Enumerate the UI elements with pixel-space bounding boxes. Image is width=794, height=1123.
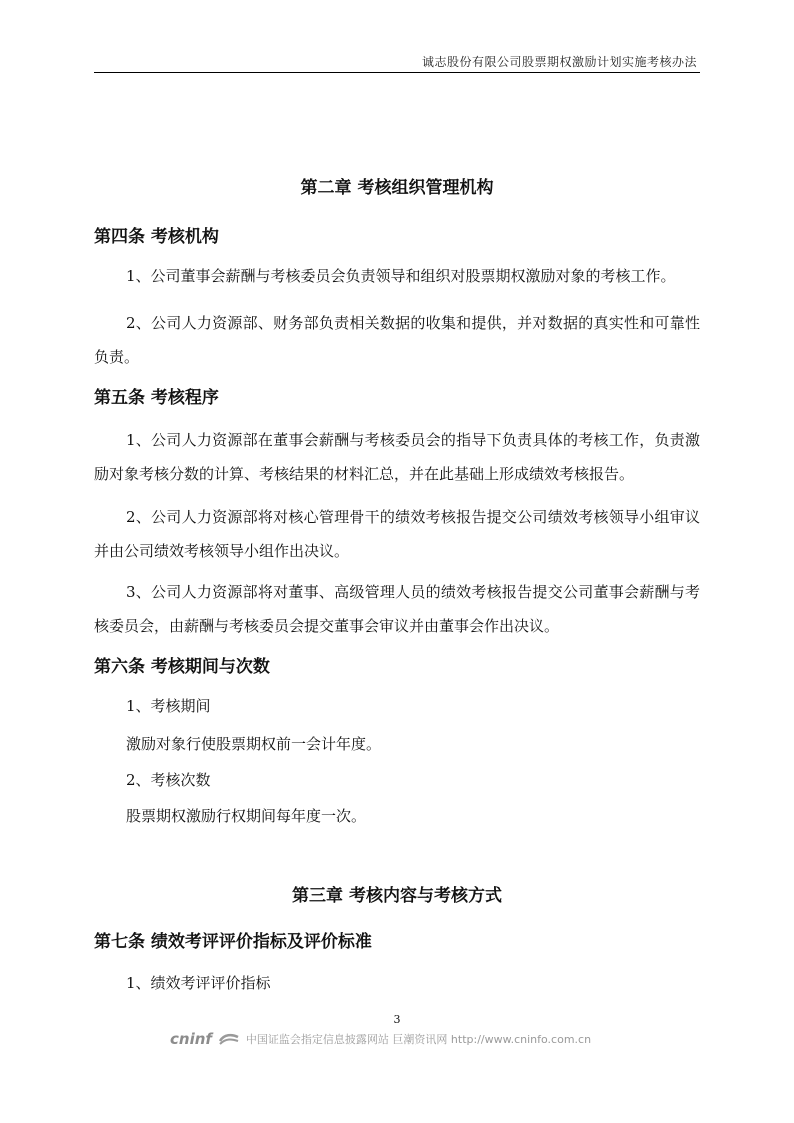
article-6-item-2-title: 2、考核次数: [126, 771, 211, 789]
cninf-logo-icon: [218, 1032, 240, 1046]
article-6-title: 第六条 考核期间与次数: [94, 657, 270, 677]
article-6-item-1-text: 激励对象行使股票期权前一会计年度。: [126, 735, 382, 753]
article-6-item-2-text: 股票期权激励行权期间每年度一次。: [126, 807, 367, 825]
header-rule: [94, 72, 700, 73]
footer: [170, 1030, 591, 1048]
article-7-title: 第七条 绩效考评评价指标及评价标准: [94, 932, 372, 952]
cninf-logo-text: cninf: [170, 1030, 212, 1048]
article-5-paragraph-3: 3、公司人力资源部将对董事、高级管理人员的绩效考核报告提交公司董事会薪酬与考核委员会，由薪酬与考核委员会提交董事会审议并由董事会作出决议。: [94, 583, 700, 635]
article-5-paragraph-1: 1、公司人力资源部在董事会薪酬与考核委员会的指导下负责具体的考核工作，负责激励对象考核分数的计算、考核结果的材料汇总，并在此基础上形成绩效考核报告。: [94, 431, 700, 483]
article-4-title: 第四条 考核机构: [94, 227, 219, 247]
page-number: 3: [393, 1013, 401, 1026]
chapter-2-title: 第二章 考核组织管理机构: [300, 178, 494, 198]
chapter-3-title: 第三章 考核内容与考核方式: [292, 886, 502, 906]
article-4-paragraph-2: 2、公司人力资源部、财务部负责相关数据的收集和提供，并对数据的真实性和可靠性负责。: [94, 314, 700, 366]
article-5-title: 第五条 考核程序: [94, 388, 219, 408]
article-6-item-1-title: 1、考核期间: [126, 697, 211, 715]
article-4-paragraph-1: 1、公司董事会薪酬与考核委员会负责领导和组织对股票期权激励对象的考核工作。: [126, 267, 676, 285]
header-title: 诚志股份有限公司股票期权激励计划实施考核办法: [421, 55, 697, 69]
article-7-item-1-title: 1、绩效考评评价指标: [126, 974, 271, 992]
article-5-paragraph-2: 2、公司人力资源部将对核心管理骨干的绩效考核报告提交公司绩效考核领导小组审议并由公司绩效考核领导小组作出决议。: [94, 508, 700, 560]
footer-text[interactable]: 中国证监会指定信息披露网站 巨潮资讯网 http://www.cninfo.com.cn: [245, 1033, 592, 1046]
